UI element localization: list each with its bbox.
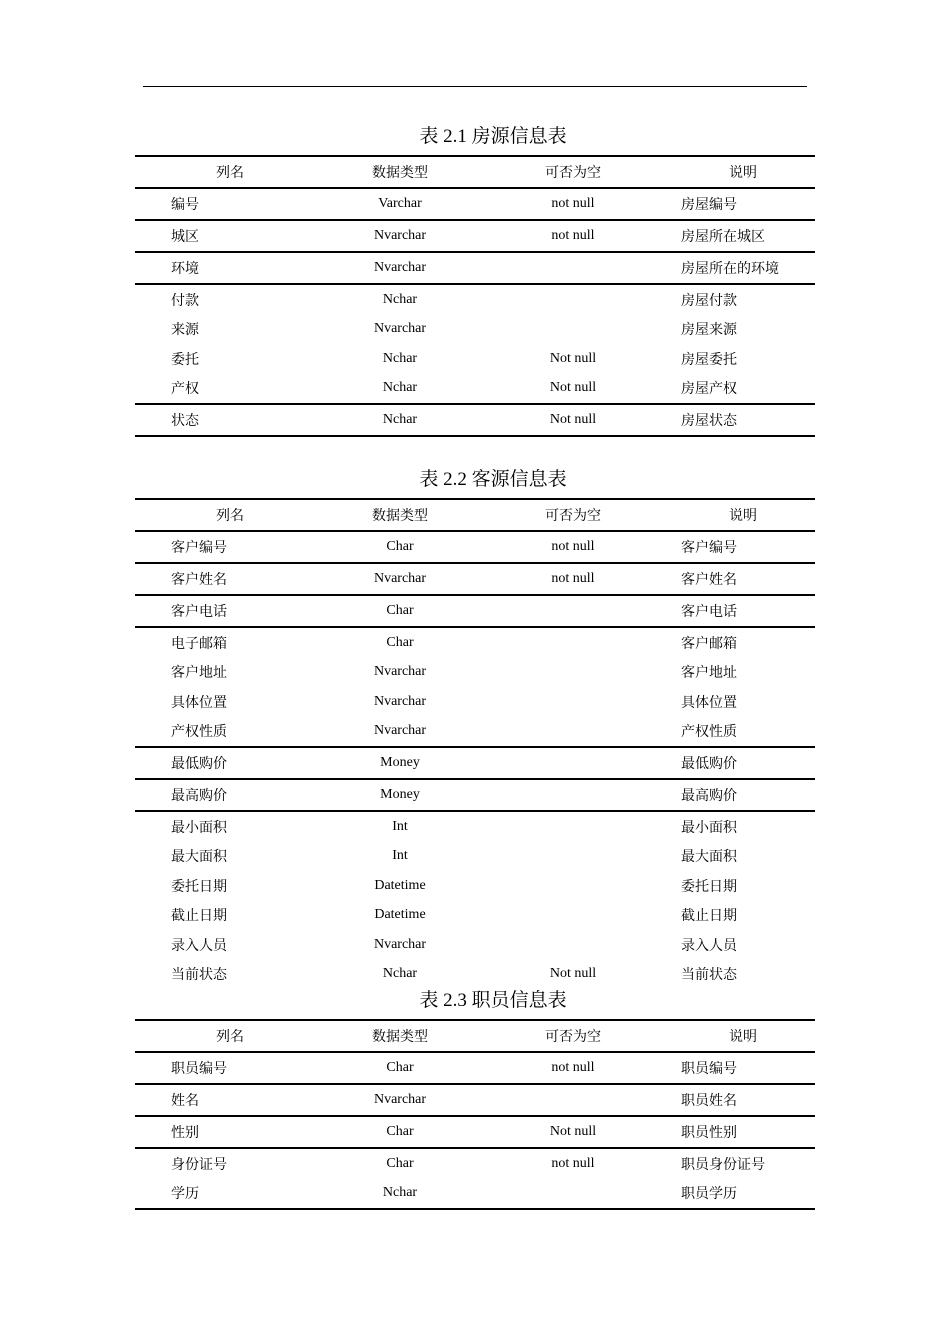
cell-data-type: Nvarchar xyxy=(373,664,427,680)
cell-nullable xyxy=(495,1085,651,1115)
cell-nullable xyxy=(495,717,651,747)
cell-column-name: 城区 xyxy=(171,230,199,245)
cell-description: 房屋付款 xyxy=(681,293,737,309)
cell-data-type: Nvarchar xyxy=(373,571,427,586)
column-header-desc: 说明 xyxy=(729,509,757,524)
cell-description: 职员姓名 xyxy=(681,1094,737,1109)
table-header-row xyxy=(135,157,815,187)
cell-description: 最高购价 xyxy=(681,789,737,804)
table-row xyxy=(135,253,815,283)
table-row xyxy=(135,189,815,219)
cell-description: 房屋产权 xyxy=(681,382,737,398)
cell-nullable xyxy=(495,930,651,960)
data-table xyxy=(135,498,815,989)
table-row xyxy=(135,1149,815,1179)
data-table xyxy=(135,155,815,437)
column-header-nullable: 可否为空 xyxy=(545,1030,601,1045)
table-header-row xyxy=(135,500,815,530)
cell-nullable xyxy=(495,842,651,872)
cell-data-type: Nvarchar xyxy=(373,1092,427,1107)
cell-description: 客户地址 xyxy=(681,666,737,682)
cell-nullable: not null xyxy=(551,228,595,243)
cell-nullable: not null xyxy=(551,196,595,211)
table-header-row xyxy=(135,1021,815,1051)
cell-description: 委托日期 xyxy=(681,879,737,895)
cell-data-type: Nvarchar xyxy=(373,693,427,709)
cell-data-type: Nchar xyxy=(382,412,418,427)
column-header-type: 数据类型 xyxy=(372,509,428,524)
cell-column-name: 客户姓名 xyxy=(171,573,227,588)
cell-data-type: Nvarchar xyxy=(373,260,427,275)
table-row xyxy=(135,374,815,404)
cell-description: 房屋所在的环境 xyxy=(681,262,779,277)
table-row xyxy=(135,842,815,872)
page-header-rule xyxy=(143,86,807,87)
cell-nullable xyxy=(495,315,651,345)
cell-data-type: Nvarchar xyxy=(373,321,427,337)
column-header-desc: 说明 xyxy=(729,166,757,181)
cell-nullable xyxy=(495,780,651,810)
cell-data-type: Char xyxy=(386,539,414,554)
table-row xyxy=(135,901,815,931)
table-row xyxy=(135,405,815,435)
cell-nullable: Not null xyxy=(549,412,597,427)
cell-column-name: 当前状态 xyxy=(171,968,227,984)
cell-nullable xyxy=(495,285,651,315)
cell-column-name: 产权 xyxy=(171,382,199,398)
cell-nullable: not null xyxy=(551,539,595,554)
cell-nullable xyxy=(495,812,651,842)
cell-nullable: Not null xyxy=(549,380,597,396)
table-rule xyxy=(135,1208,815,1210)
table-row xyxy=(135,221,815,251)
cell-column-name: 付款 xyxy=(171,293,199,309)
table-row xyxy=(135,717,815,747)
table-row xyxy=(135,658,815,688)
table-row xyxy=(135,1117,815,1147)
table-title: 表 2.2 客源信息表 xyxy=(419,469,567,490)
cell-column-name: 截止日期 xyxy=(171,909,227,925)
cell-column-name: 电子邮箱 xyxy=(171,636,227,652)
data-table xyxy=(135,1019,815,1210)
table-title: 表 2.1 房源信息表 xyxy=(419,126,567,147)
cell-column-name: 具体位置 xyxy=(171,695,227,711)
cell-column-name: 委托日期 xyxy=(171,879,227,895)
table-row xyxy=(135,628,815,658)
cell-description: 房屋状态 xyxy=(681,414,737,429)
cell-description: 客户电话 xyxy=(681,605,737,620)
column-header-name: 列名 xyxy=(216,1030,244,1045)
table-row xyxy=(135,344,815,374)
cell-data-type: Char xyxy=(386,603,414,618)
cell-nullable xyxy=(495,1179,651,1209)
cell-column-name: 录入人员 xyxy=(171,938,227,954)
cell-column-name: 最小面积 xyxy=(171,820,227,836)
cell-column-name: 身份证号 xyxy=(171,1157,227,1173)
cell-description: 当前状态 xyxy=(681,968,737,984)
cell-description: 客户编号 xyxy=(681,541,737,556)
table-row xyxy=(135,564,815,594)
cell-nullable xyxy=(495,748,651,778)
cell-nullable xyxy=(495,871,651,901)
table-row xyxy=(135,1085,815,1115)
cell-data-type: Datetime xyxy=(374,877,426,893)
cell-description: 职员学历 xyxy=(681,1187,737,1203)
cell-data-type: Varchar xyxy=(378,196,422,211)
column-header-type: 数据类型 xyxy=(372,1030,428,1045)
cell-column-name: 姓名 xyxy=(171,1094,199,1109)
cell-description: 职员编号 xyxy=(681,1062,737,1077)
cell-column-name: 状态 xyxy=(171,414,199,429)
cell-column-name: 最高购价 xyxy=(171,789,227,804)
cell-column-name: 性别 xyxy=(171,1126,199,1141)
cell-data-type: Char xyxy=(386,634,414,650)
cell-column-name: 最大面积 xyxy=(171,850,227,866)
cell-data-type: Int xyxy=(392,848,408,864)
cell-description: 职员身份证号 xyxy=(681,1157,765,1173)
cell-data-type: Nchar xyxy=(382,350,418,366)
cell-column-name: 来源 xyxy=(171,323,199,339)
cell-column-name: 客户电话 xyxy=(171,605,227,620)
cell-data-type: Nchar xyxy=(382,380,418,396)
cell-description: 客户姓名 xyxy=(681,573,737,588)
cell-column-name: 环境 xyxy=(171,262,199,277)
cell-description: 最低购价 xyxy=(681,757,737,772)
cell-column-name: 职员编号 xyxy=(171,1062,227,1077)
table-row xyxy=(135,285,815,315)
column-header-name: 列名 xyxy=(216,509,244,524)
cell-nullable: Not null xyxy=(549,1124,597,1139)
cell-data-type: Nchar xyxy=(382,291,418,307)
cell-description: 产权性质 xyxy=(681,725,737,741)
cell-description: 客户邮箱 xyxy=(681,636,737,652)
cell-column-name: 委托 xyxy=(171,352,199,368)
cell-column-name: 最低购价 xyxy=(171,757,227,772)
table-title: 表 2.3 职员信息表 xyxy=(419,990,567,1011)
cell-data-type: Datetime xyxy=(374,907,426,923)
table-row xyxy=(135,930,815,960)
cell-description: 最小面积 xyxy=(681,820,737,836)
cell-description: 最大面积 xyxy=(681,850,737,866)
cell-data-type: Char xyxy=(386,1060,414,1075)
cell-column-name: 客户编号 xyxy=(171,541,227,556)
cell-nullable: Not null xyxy=(549,966,597,982)
cell-data-type: Nchar xyxy=(382,966,418,982)
cell-data-type: Char xyxy=(386,1155,414,1171)
cell-description: 具体位置 xyxy=(681,695,737,711)
cell-column-name: 产权性质 xyxy=(171,725,227,741)
cell-data-type: Nchar xyxy=(382,1185,418,1201)
table-row xyxy=(135,871,815,901)
cell-nullable xyxy=(495,628,651,658)
column-header-type: 数据类型 xyxy=(372,166,428,181)
cell-description: 房屋委托 xyxy=(681,352,737,368)
table-row xyxy=(135,1053,815,1083)
table-row xyxy=(135,780,815,810)
table-row xyxy=(135,596,815,626)
cell-description: 截止日期 xyxy=(681,909,737,925)
cell-data-type: Char xyxy=(386,1124,414,1139)
cell-description: 录入人员 xyxy=(681,938,737,954)
cell-data-type: Money xyxy=(380,755,420,770)
cell-nullable: not null xyxy=(551,1155,595,1171)
cell-data-type: Nvarchar xyxy=(373,936,427,952)
cell-data-type: Int xyxy=(392,818,408,834)
column-header-desc: 说明 xyxy=(729,1030,757,1045)
cell-data-type: Nvarchar xyxy=(373,228,427,243)
column-header-nullable: 可否为空 xyxy=(545,509,601,524)
table-row xyxy=(135,687,815,717)
table-row xyxy=(135,960,815,990)
cell-column-name: 客户地址 xyxy=(171,666,227,682)
cell-column-name: 编号 xyxy=(171,198,199,213)
cell-description: 房屋编号 xyxy=(681,198,737,213)
cell-nullable: not null xyxy=(551,1060,595,1075)
table-row xyxy=(135,315,815,345)
column-header-nullable: 可否为空 xyxy=(545,166,601,181)
table-row xyxy=(135,1179,815,1209)
column-header-name: 列名 xyxy=(216,166,244,181)
cell-column-name: 学历 xyxy=(171,1187,199,1203)
cell-nullable: not null xyxy=(551,571,595,586)
table-row xyxy=(135,532,815,562)
cell-data-type: Nvarchar xyxy=(373,723,427,739)
cell-data-type: Money xyxy=(380,787,420,802)
cell-description: 职员性别 xyxy=(681,1126,737,1141)
cell-nullable xyxy=(495,253,651,283)
table-rule xyxy=(135,435,815,437)
cell-nullable xyxy=(495,901,651,931)
cell-description: 房屋所在城区 xyxy=(681,230,765,245)
table-row xyxy=(135,748,815,778)
cell-nullable xyxy=(495,658,651,688)
cell-nullable xyxy=(495,596,651,626)
cell-description: 房屋来源 xyxy=(681,323,737,339)
cell-nullable: Not null xyxy=(549,350,597,366)
cell-nullable xyxy=(495,687,651,717)
table-row xyxy=(135,812,815,842)
